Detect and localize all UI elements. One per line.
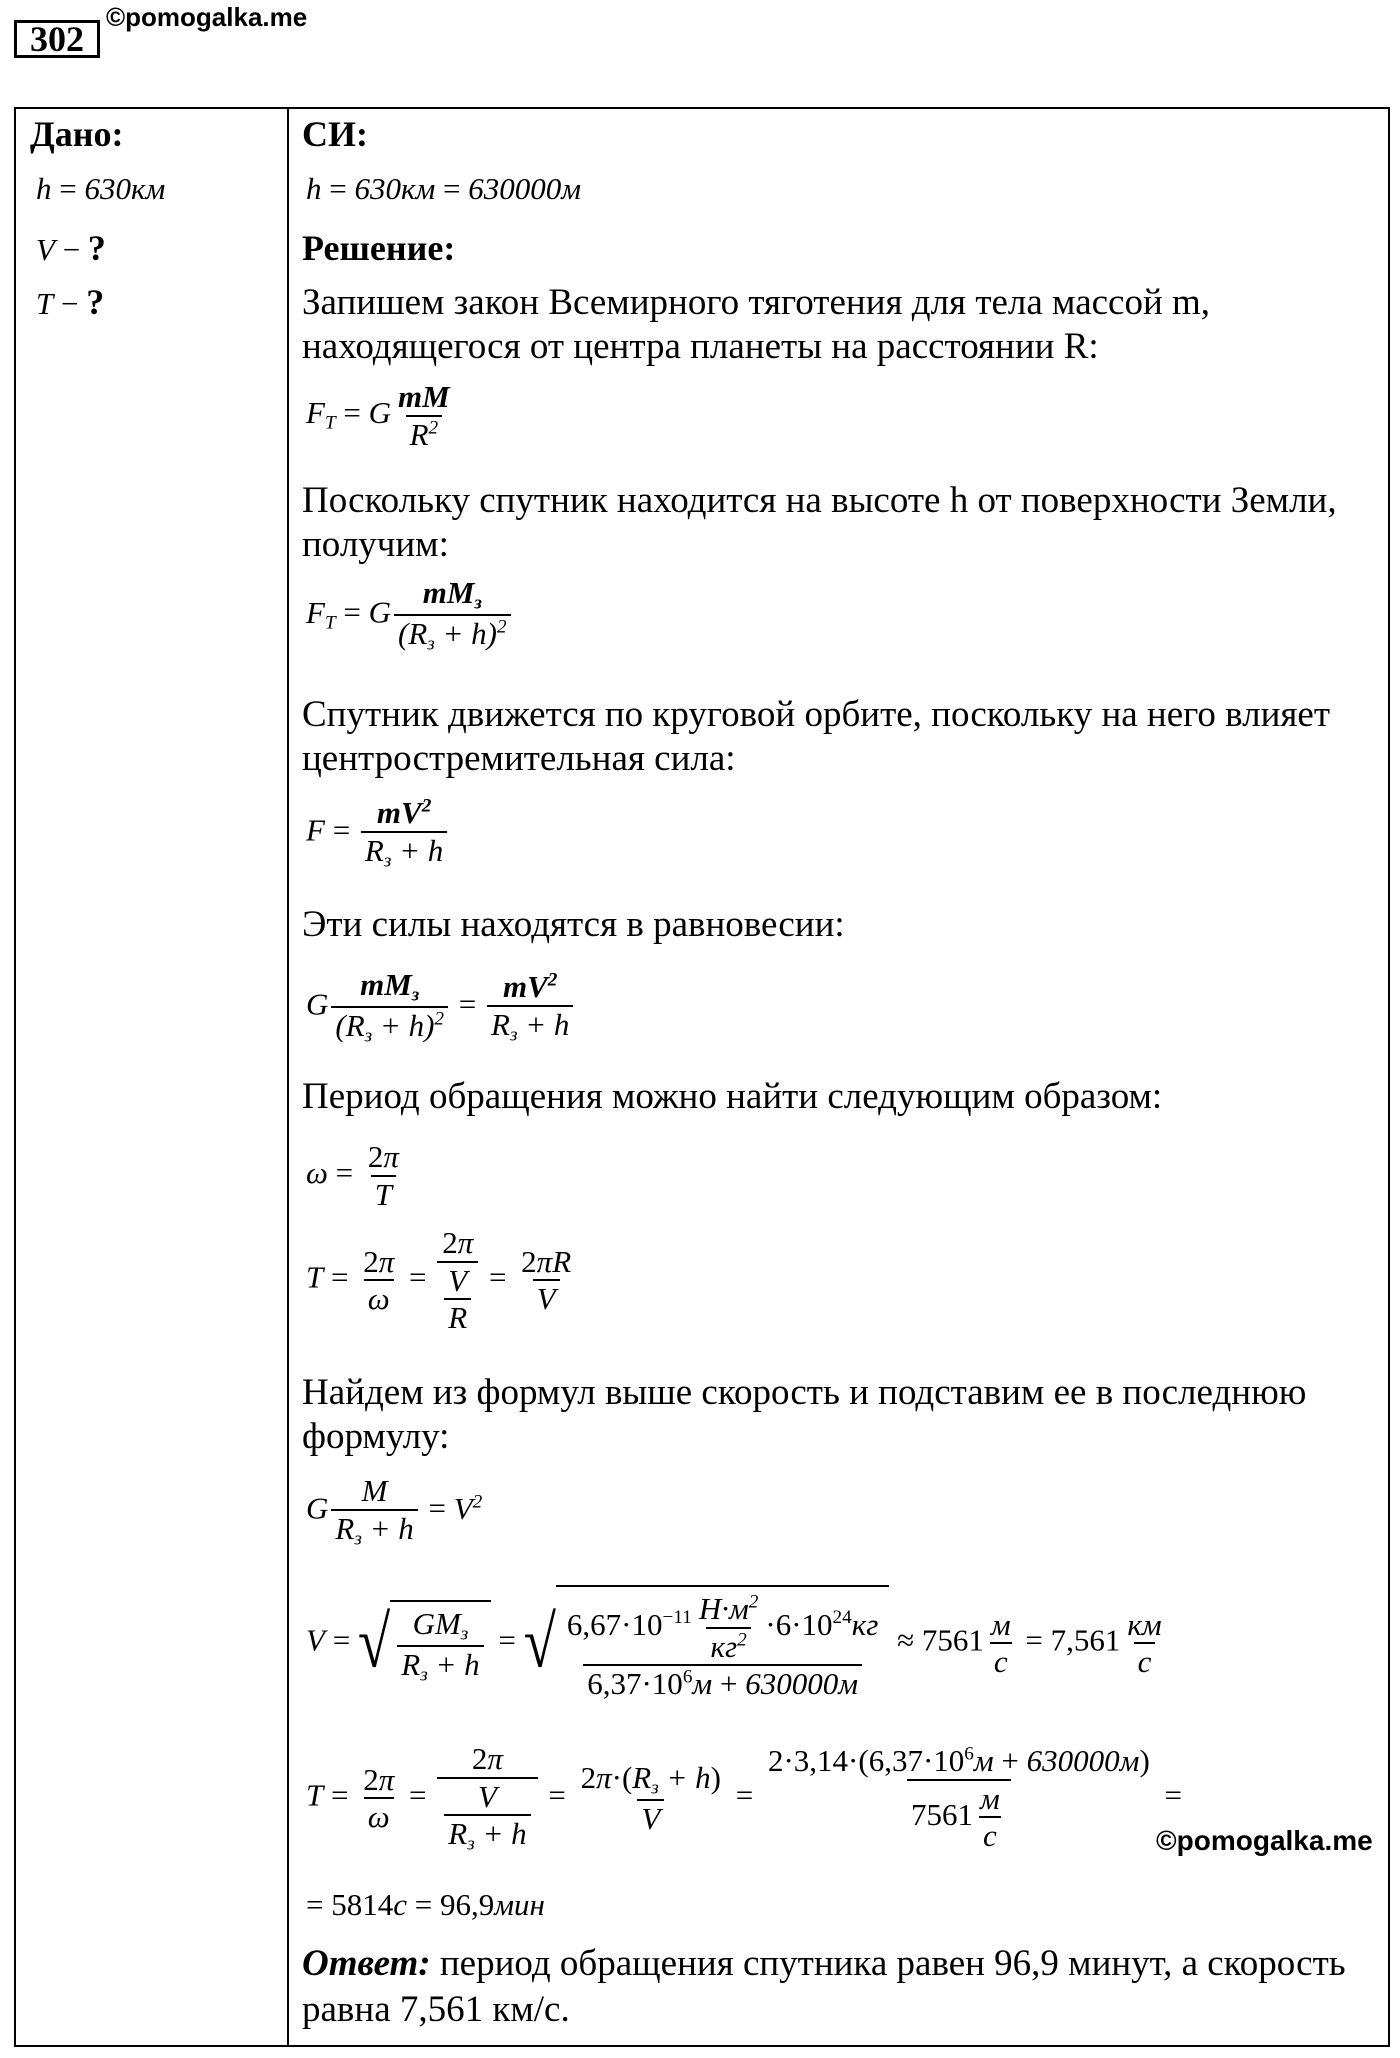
formula-speed-calculation: V = √ $\frac{GM_з}{R_з + h}$ = √ $6,67\cdot 10^{-11}$ $\frac{Н\cdot м^2}{кг^2}$ $\cdot 6\cdot 10^{24}кг$ $6,37\cdot 10^6м + 630000м$ ≈ 7561 $\frac{м}{с}$ = 7,561 $\frac{км}{с}$ — [306, 1585, 1169, 1702]
paragraph-circular-orbit: Спутник движется по круговой орбите, поскольку на него влияет центростремительная сила: — [302, 694, 1331, 779]
answer-paragraph — [302, 1941, 1362, 2033]
si-title: СИ: — [302, 114, 368, 154]
problem-number: 302 — [14, 20, 100, 58]
paragraph-find-speed: Найдем из формул выше скорость и подставим ее в последнюю формулу: — [302, 1372, 1307, 1457]
formula-equilibrium: G $\frac{mM_з}{(R_з + h)^2}$ = $\frac{mV^2}{R_з + h}$ — [306, 967, 576, 1048]
column-divider — [287, 109, 289, 2045]
formula-centripetal-force: F = $\frac{mV^2}{R_з + h}$ — [306, 795, 450, 872]
answer-text: период обращения спутника равен 96,9 минут, а скорость равна 7,561 км/с. — [302, 1943, 1346, 2030]
answer-label: Ответ: — [302, 1943, 431, 1984]
formula-gravity-force: $F_T = G$ $\frac{mM}{R^2}$ — [306, 379, 450, 452]
given-t-unknown: T − ? — [36, 282, 105, 322]
solution-title: Решение: — [302, 228, 456, 268]
paragraph-satellite-height: Поскольку спутник находится на высоте h от поверхности Земли, получим: — [302, 480, 1337, 565]
paragraph-period: Период обращения можно найти следующим образом: — [302, 1076, 1163, 1117]
paragraph-equilibrium: Эти силы находятся в равновесии: — [302, 904, 845, 945]
given-title: Дано: — [30, 114, 124, 154]
formula-period-calculation: T = $\frac{2\pi}{\omega}$ = $\frac{2\pi}{\frac{V}{R_з + h}}$ = $\frac{2\pi\cdot(R_з + h)}{V}$ = $2\cdot 3,14\cdot(6,37\cdot 10^6м + 630000м)$ 7561 $\frac{м}{с}$ = — [306, 1741, 1183, 1855]
formula-period-result: = 5814с = 96,9мин — [306, 1887, 545, 1922]
given-v-unknown: V − ? — [36, 228, 106, 268]
watermark-bottom: ©pomogalka.me — [1156, 1825, 1373, 1856]
formula-gravity-force-height: $F_T = G$ $\frac{mM_з}{(R_з + h)^2}$ — [306, 575, 514, 656]
si-conversion: h = 630км = 630000м — [306, 171, 582, 206]
watermark-top: ©pomogalka.me — [106, 2, 308, 32]
solution-table — [14, 107, 1390, 2047]
given-h: h = 630км — [36, 171, 166, 206]
formula-omega: ω = $\frac{2\pi}{T}$ — [306, 1139, 399, 1212]
paragraph-gravitation-law: Запишем закон Всемирного тяготения для тела массой m, находящегося от центра планеты на расстоянии R: — [302, 282, 1211, 367]
formula-speed-squared: G $\frac{M}{R_з + h}$ = $V^2$ — [306, 1473, 483, 1550]
formula-period: T = $\frac{2\pi}{\omega}$ = $\frac{2\pi}{\frac{V}{R}}$ = $\frac{2\pi R}{V}$ — [306, 1225, 572, 1336]
